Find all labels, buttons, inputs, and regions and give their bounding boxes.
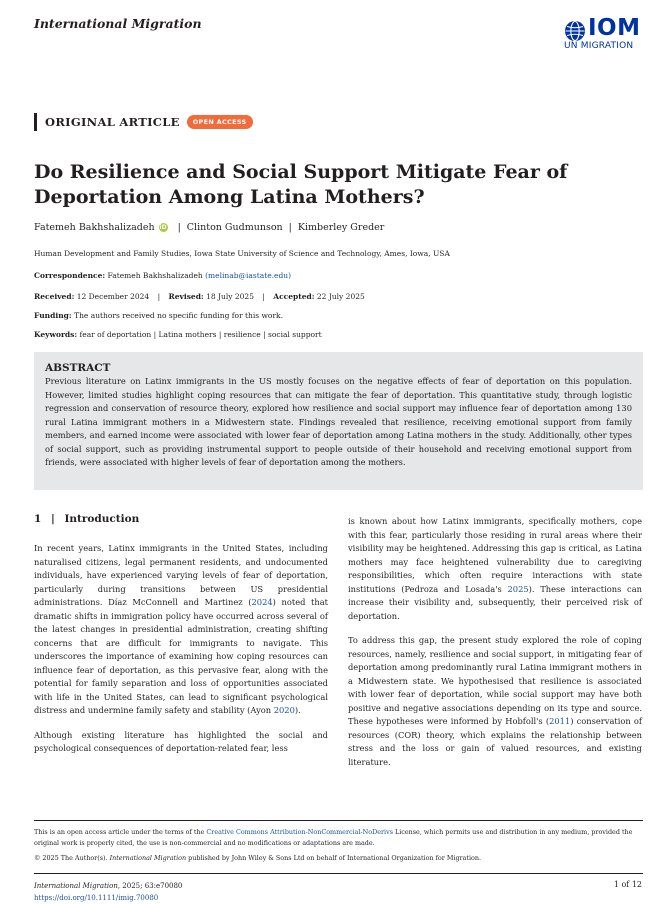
- section-title: Introduction: [64, 513, 140, 525]
- type-bar: [34, 113, 37, 131]
- logo-text: IOM: [588, 15, 641, 41]
- right-column: [348, 515, 642, 780]
- open-access-badge: OPEN ACCESS: [187, 115, 253, 129]
- copyright-note: [34, 853, 643, 864]
- text-run: International Migration: [109, 854, 187, 862]
- text-run: ).: [294, 705, 301, 715]
- text-run: In recent years, Latinx immigrants in the United States, including naturalised citizens, legal permanent residents, and undocumented individuals, have experienced varying levels of fear of deportation, particularly during transitions between US presidential administrations. Díaz McConnell and Martinez (: [34, 543, 328, 607]
- text-run: This is an open access article under the terms of the: [34, 828, 207, 836]
- section-number: 1: [34, 513, 42, 525]
- logo-subtitle: UN MIGRATION: [564, 41, 634, 51]
- text-run: © 2025 The Author(s).: [34, 854, 110, 862]
- author-list: [34, 222, 384, 233]
- received-date: 12 December 2024: [76, 292, 150, 301]
- license-link[interactable]: Creative Commons Attribution-NonCommercial-NoDerivs: [206, 828, 393, 836]
- article-type: ORIGINAL ARTICLE: [45, 115, 180, 129]
- date-separator: |: [262, 292, 265, 301]
- page-number: 1 of 12: [613, 880, 642, 889]
- text-run: International Migration: [34, 882, 118, 890]
- text-run: ) noted that dramatic shifts in immigration policy have occurred across several of the latest changes in presidential administration, creating shifting concerns that are difficult for immigrants to navigate. This underscores the importance of examining how coping resources can influence fear of deportation, as this pervasive fear, along with the potential for family separation and loss of opportunities associated with life in the United States, can lead to significant psychological distress and undermine family safety and stability (Ayon: [34, 597, 329, 715]
- affiliation: Human Development and Family Studies, Iowa State University of Science and Technology, Ames, Iowa, USA: [34, 249, 450, 258]
- section-separator: |: [50, 513, 55, 525]
- doi-link[interactable]: https://doi.org/10.1111/imig.70080: [34, 894, 159, 902]
- keywords-text: fear of deportation | Latina mothers | resilience | social support: [79, 330, 322, 339]
- text-run: ) conservation of resources (COR) theory, which explains the relationship between stress and the loss or gain of valued resources, and existing literature.: [348, 716, 642, 767]
- license-note: [34, 827, 643, 849]
- paragraph: [34, 542, 328, 718]
- text-run: is known about how Latinx immigrants, specifically mothers, cope with this fear, particularly those residing in rural areas where their visibility may be heightened. Addressing this gap is critical, as Latina mothers may face heightened vulnerability due to caregiving responsibilities, which often require interactions with state institutions (Pedroza and Losada's: [348, 516, 642, 594]
- abstract-text: Previous literature on Latinx immigrants in the US mostly focuses on the negative effects of fear of deportation on this population. However, limited studies highlight coping resources that can mitigate the fear of deportation. This quantitative study, through logistic regression and conservation of resource theory, explored how resilience and social support may influence fear of deportation among 130 rural Latina immigrant mothers in a Midwestern state. Findings revealed that resilience, receiving emotional support from family members, and earned income were associated with lower fear of deportation among Latina mothers in the study. Additionally, other types of social support, such as providing instrumental support to people outside of their household and receiving emotional support from friends, were associated with higher levels of fear of deportation among the mothers.: [45, 376, 632, 467]
- author-separator: |: [288, 222, 292, 233]
- keywords: [34, 330, 322, 339]
- abstract-box: [34, 352, 643, 490]
- globe-icon: [564, 20, 586, 42]
- date-separator: |: [157, 292, 161, 301]
- article-title: Do Resilience and Social Support Mitigate Fear of Deportation Among Latina Mothers?: [34, 161, 568, 208]
- text-run: To address this gap, the present study explored the role of coping resources, namely, resilience and social support, in mitigating fear of deportation among predominantly rural Latina immigrant mothers in a Midwestern state. We hypothesised that resilience is associated with lower fear of deportation, while social support may have both positive and negative associations depending on its type and source. These hypotheses were informed by Hobfoll's (: [348, 635, 642, 726]
- author-separator: |: [177, 222, 181, 233]
- journal-name: International Migration: [34, 16, 202, 31]
- text-run: ). These interactions can increase their visibility and, subsequently, their perceived risk of deportation.: [348, 583, 642, 621]
- correspondence-label: Correspondence:: [34, 271, 106, 280]
- footnote-divider: [34, 820, 643, 821]
- footer-citation: [34, 880, 182, 904]
- abstract-heading: ABSTRACT: [45, 362, 111, 374]
- footer-divider: [34, 873, 643, 874]
- accepted-date: 22 July 2025: [316, 292, 365, 301]
- iom-logo: [560, 15, 642, 54]
- funding-label: Funding:: [34, 311, 72, 320]
- text-run: , 2025; 63:e70080: [117, 882, 183, 890]
- citation-link[interactable]: 2020: [273, 705, 295, 715]
- text-run: published by John Wiley & Sons Ltd on behalf of International Organization for Migration.: [186, 854, 482, 862]
- correspondence-email[interactable]: (melinab@iastate.edu): [205, 271, 292, 280]
- paragraph: [348, 634, 642, 769]
- revised-label: Revised:: [168, 292, 204, 301]
- funding: [34, 311, 283, 320]
- orcid-icon[interactable]: iD: [159, 224, 167, 231]
- text-run: License, which permits use and distribution in any medium, provided the original work is properly cited, the use is non-commercial and no modifications or adaptations are made.: [34, 828, 633, 847]
- author-name[interactable]: Kimberley Greder: [297, 222, 385, 233]
- citation-line: [34, 880, 182, 892]
- citation-link[interactable]: 2025: [507, 583, 529, 594]
- revised-date: 18 July 2025: [206, 292, 254, 301]
- left-column: [34, 542, 328, 767]
- citation-link[interactable]: 2011: [549, 716, 571, 726]
- keywords-label: Keywords:: [34, 330, 78, 339]
- correspondence: [34, 271, 291, 280]
- paragraph: [348, 515, 642, 623]
- citation-link[interactable]: 2024: [251, 597, 273, 607]
- paragraph: Although existing literature has highlighted the social and psychological consequences of deportation-related fear, less: [34, 729, 328, 753]
- funding-text: The authors received no specific funding for this work.: [74, 311, 283, 320]
- accepted-label: Accepted:: [273, 292, 315, 301]
- article-dates: [34, 292, 365, 301]
- correspondence-name: Fatemeh Bakhshalizadeh: [107, 271, 203, 280]
- received-label: Received:: [34, 292, 75, 301]
- author-name[interactable]: Fatemeh Bakhshalizadeh: [34, 222, 155, 233]
- author-name[interactable]: Clinton Gudmunson: [186, 222, 283, 233]
- section-heading: [34, 513, 139, 525]
- article-type-row: [34, 113, 253, 131]
